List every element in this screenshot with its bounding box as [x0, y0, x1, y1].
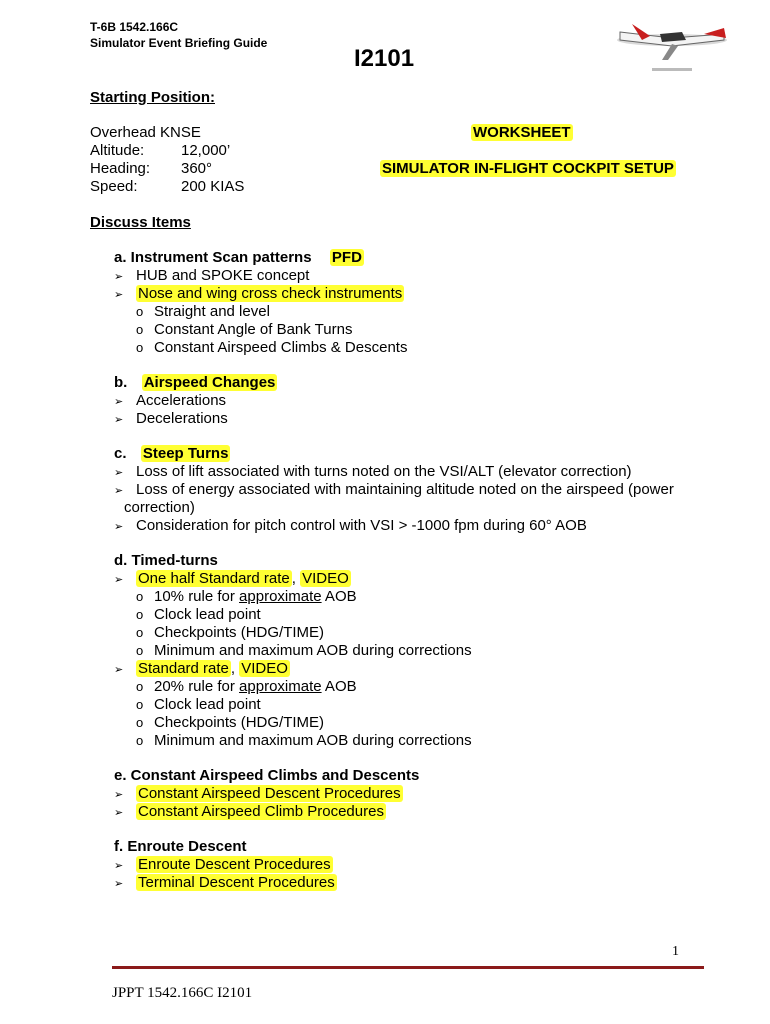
- section-b-title: b. Airspeed Changes: [114, 374, 276, 391]
- circle-bullet-icon: o: [136, 589, 144, 604]
- list-item: [114, 785, 403, 802]
- standard-rate-link[interactable]: Standard rate: [138, 660, 229, 677]
- list-item: ➢ Decelerations: [114, 410, 228, 427]
- circle-bullet-icon: o: [136, 607, 144, 622]
- list-item: ➢ Loss of energy associated with maintaining altitude noted on the airspeed (power: [114, 481, 674, 498]
- page-number: 1: [672, 944, 679, 959]
- altitude-label: Altitude:: [90, 142, 145, 159]
- speed-label: Speed:: [90, 178, 138, 195]
- circle-bullet-icon: o: [136, 697, 144, 712]
- list-item: o Constant Airspeed Climbs & Descents: [136, 339, 408, 356]
- circle-bullet-icon: o: [136, 625, 144, 640]
- discuss-items-heading: Discuss Items: [90, 214, 191, 231]
- section-f-title: f. Enroute Descent: [114, 838, 247, 855]
- list-item: o Clock lead point: [136, 606, 261, 623]
- list-item: o Constant Angle of Bank Turns: [136, 321, 353, 338]
- ca-climb-link[interactable]: Constant Airspeed Climb Procedures: [138, 803, 384, 820]
- terminal-descent-link[interactable]: Terminal Descent Procedures: [138, 874, 335, 891]
- pfd-link[interactable]: PFD: [331, 249, 362, 266]
- circle-bullet-icon: o: [136, 715, 144, 730]
- arrow-bullet-icon: ➢: [114, 414, 124, 426]
- list-item: ➢ Loss of lift associated with turns noted on the VSI/ALT (elevator correction): [114, 463, 632, 480]
- half-standard-rate-link[interactable]: One half Standard rate: [138, 570, 290, 587]
- list-item: ➢ Accelerations: [114, 392, 227, 409]
- arrow-bullet-icon: ➢: [114, 664, 124, 676]
- list-item: o 20% rule for approximate AOB: [136, 678, 357, 695]
- list-item: [114, 803, 386, 820]
- arrow-bullet-icon: ➢: [114, 289, 124, 301]
- start-location: Overhead KNSE: [90, 124, 201, 141]
- section-e-title: e. Constant Airspeed Climbs and Descents: [114, 767, 420, 784]
- cockpit-setup-link[interactable]: SIMULATOR IN-FLIGHT COCKPIT SETUP: [382, 160, 674, 177]
- list-item: ➢ HUB and SPOKE concept: [114, 267, 310, 284]
- video-link-half-rate[interactable]: VIDEO: [302, 570, 349, 587]
- list-item: ➢ One half Standard rate , VIDEO: [114, 570, 349, 587]
- airspeed-changes-link[interactable]: Airspeed Changes: [143, 374, 276, 391]
- steep-turns-link[interactable]: Steep Turns: [142, 445, 229, 462]
- arrow-bullet-icon: ➢: [114, 485, 124, 497]
- altitude-value: 12,000’: [181, 142, 231, 159]
- list-item: o Minimum and maximum AOB during corrections: [136, 732, 472, 749]
- list-item: o Clock lead point: [136, 696, 261, 713]
- heading-value: 360°: [181, 160, 213, 177]
- section-a-title: a. Instrument Scan patterns PFD: [114, 249, 362, 266]
- footer-divider: [112, 966, 704, 969]
- circle-bullet-icon: o: [136, 679, 144, 694]
- list-item: [114, 856, 333, 873]
- speed-value: 200 KIAS: [181, 178, 245, 195]
- arrow-bullet-icon: ➢: [114, 521, 124, 533]
- starting-position-heading: Starting Position:: [90, 89, 215, 106]
- list-item: ➢ Consideration for pitch control with VSI > -1000 fpm during 60° AOB: [114, 517, 587, 534]
- event-title: I2101: [354, 45, 415, 72]
- list-item: o Checkpoints (HDG/TIME): [136, 714, 325, 731]
- arrow-bullet-icon: ➢: [114, 396, 124, 408]
- worksheet-link[interactable]: WORKSHEET: [473, 124, 571, 141]
- heading-label: Heading:: [90, 160, 151, 177]
- list-item-continuation: correction): [124, 499, 195, 516]
- list-item: o Minimum and maximum AOB during corrections: [136, 642, 472, 659]
- circle-bullet-icon: o: [136, 643, 144, 658]
- list-item: o 10% rule for approximate AOB: [136, 588, 357, 605]
- arrow-bullet-icon: ➢: [114, 860, 124, 872]
- section-c-title: c. Steep Turns: [114, 445, 229, 462]
- circle-bullet-icon: o: [136, 304, 144, 319]
- t6-aircraft-image: [612, 10, 732, 76]
- circle-bullet-icon: o: [136, 340, 144, 355]
- footer-doc-ref: JPPT 1542.166C I2101: [112, 985, 253, 1001]
- video-link-standard-rate[interactable]: VIDEO: [241, 660, 288, 677]
- arrow-bullet-icon: ➢: [114, 878, 124, 890]
- circle-bullet-icon: o: [136, 733, 144, 748]
- list-item: [114, 285, 404, 302]
- arrow-bullet-icon: ➢: [114, 574, 124, 586]
- enroute-descent-link[interactable]: Enroute Descent Procedures: [138, 856, 331, 873]
- arrow-bullet-icon: ➢: [114, 271, 124, 283]
- list-item: ➢ Standard rate , VIDEO: [114, 660, 288, 677]
- arrow-bullet-icon: ➢: [114, 807, 124, 819]
- cross-check-link[interactable]: Nose and wing cross check instruments: [138, 285, 403, 302]
- doc-code: T-6B 1542.166C: [90, 20, 179, 34]
- list-item: o Straight and level: [136, 303, 270, 320]
- doc-subtitle: Simulator Event Briefing Guide: [90, 36, 268, 50]
- list-item: [114, 874, 337, 891]
- section-d-title: d. Timed-turns: [114, 552, 218, 569]
- ca-descent-link[interactable]: Constant Airspeed Descent Procedures: [138, 785, 401, 802]
- arrow-bullet-icon: ➢: [114, 467, 124, 479]
- list-item: o Checkpoints (HDG/TIME): [136, 624, 325, 641]
- circle-bullet-icon: o: [136, 322, 144, 337]
- arrow-bullet-icon: ➢: [114, 789, 124, 801]
